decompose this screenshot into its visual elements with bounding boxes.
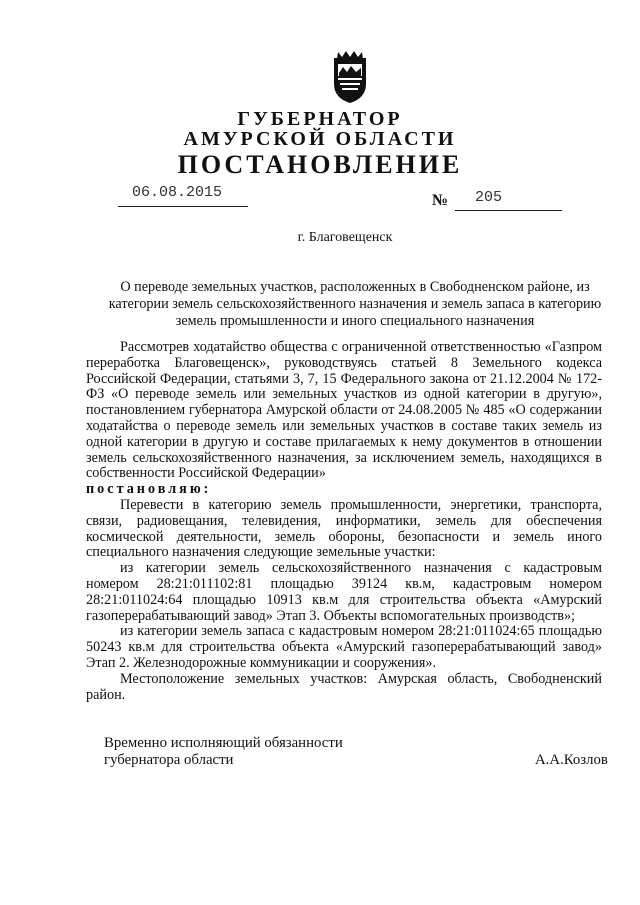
decree-word: постановляю: — [86, 481, 212, 498]
signatory-role-line: губернатора области — [104, 752, 234, 768]
issue-city: г. Благовещенск — [297, 230, 393, 245]
number-underline — [455, 210, 562, 211]
document-type: ПОСТАНОВЛЕНИЕ — [177, 150, 463, 179]
date-underline — [118, 206, 248, 207]
body-paragraph: из категории земель запаса с кадастровым номером 28:21:011024:65 площадью 50243 кв.м для строительства объекта «Амурский газоперерабатывающий завод» Этап 2. Железнодорожные коммуникации и сооружения». — [86, 623, 602, 671]
issuer-title: ГУБЕРНАТОР — [237, 108, 403, 130]
number-sign: № — [432, 192, 449, 209]
document-number: 205 — [475, 189, 503, 206]
signatory-name: А.А.Козлов — [535, 752, 608, 768]
signatory-role-line: Временно исполняющий обязанности — [104, 735, 343, 751]
body-paragraph: Местоположение земельных участков: Амурская область, Свободненский район. — [86, 670, 602, 703]
issuer-region: АМУРСКОЙ ОБЛАСТИ — [183, 128, 457, 150]
document-body — [86, 340, 602, 703]
coat-of-arms-emblem — [328, 50, 372, 104]
body-paragraph: Перевести в категорию земель промышленности, энергетики, транспорта, связи, радиовещания, телевидения, информатики, земель для обеспечения космической деятельности, земель обороны, безопасности и земель иного специального назначения следующие земельные участки: — [86, 496, 602, 561]
body-paragraph: из категории земель сельскохозяйственного назначения с кадастровым номером 28:21:011102:81 площадью 39124 кв.м, кадастровым номером 28:21:011024:64 площадью 10913 кв.м для строительства объекта «Амурский газоперерабатывающий завод» Этап 3. Объекты вспомогательных производств»; — [86, 560, 602, 624]
document-subject: О переводе земельных участков, расположенных в Свободненском районе, из категории земель сельскохозяйственного назначения и земель запаса в категорию земель промышленности и иного специального назначения — [108, 279, 602, 329]
preamble-paragraph: Рассмотрев ходатайство общества с ограниченной ответственностью «Газпром переработка Благовещенск», руководствуясь статьей 8 Земельного кодекса Российской Федерации, статьями 3, 7, 15 Федерального закона от 21.12.2004 № 172-ФЗ «О переводе земель или земельных участков из одной категории в другую», постановлением губернатора Амурской области от 24.08.2005 № 485 «О содержании ходатайства о переводе земель или земельных участков в составе таких земель из одной категории в другую и составе прилагаемых к нему документов в отношении земель сельскохозяйственного назначения, за исключением земель, находящихся в собственности Российской Федерации» — [86, 339, 602, 482]
signatory-role — [104, 735, 343, 769]
document-date: 06.08.2015 — [132, 184, 223, 201]
